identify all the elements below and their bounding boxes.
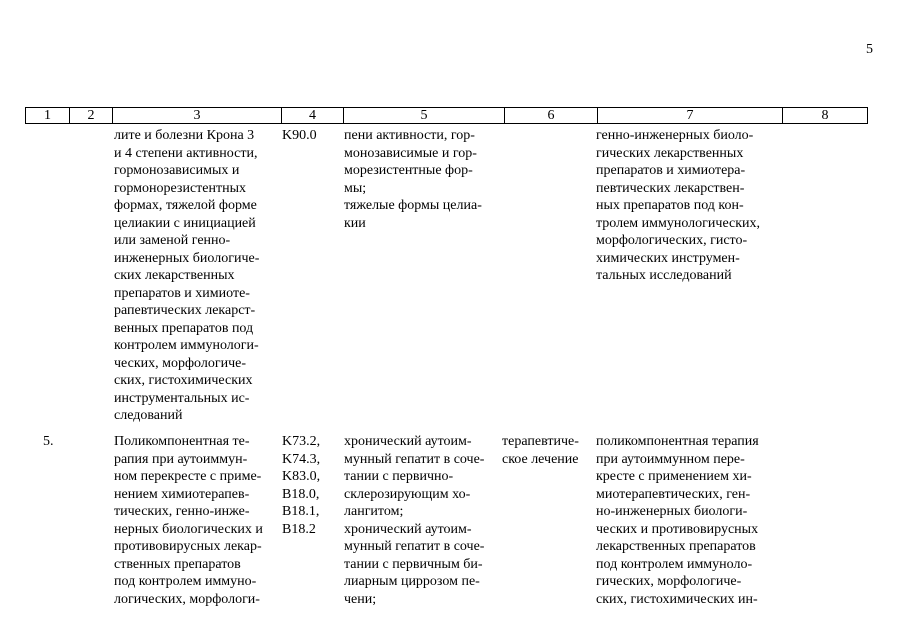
- page-number: 5: [866, 42, 873, 57]
- row-5-number: 5.: [43, 434, 54, 449]
- prev-row-method: генно-инженерных биоло- гических лекарственных препаратов и химиотера- певтических лекарствен- ных препаратов под кон- тролем иммунологических, морфологических, гисто- химических инструмен- тальных исследований: [596, 128, 761, 283]
- header-col-2: 2: [70, 108, 113, 123]
- row-5-model: хронический аутоим- мунный гепатит в соче- тании с первично- склерозирующим хо- лангитом; хронический аутоим- мунный гепатит в соче- тании с первичным би- лиарным циррозом пе- чени;: [344, 434, 485, 607]
- header-col-6: 6: [505, 108, 598, 123]
- row-5-treatment-type: терапевтиче- ское лечение: [502, 434, 579, 467]
- row-5-method: поликомпонентная терапия при аутоиммунном пере- кресте с применением хи- миотерапевтических, ген- но-инженерных биологи- ческих и противовирусных лекарственных препаратов под контролем иммуноло- гических, морфологиче- ских, гистохимических ин-: [596, 434, 759, 607]
- header-col-3: 3: [113, 108, 282, 123]
- header-col-5: 5: [344, 108, 505, 123]
- header-col-8: 8: [821, 108, 829, 123]
- header-col-4: 4: [282, 108, 344, 123]
- prev-row-description: лите и болезни Крона 3 и 4 степени активности, гормонозависимых и гормонорезистентных формах, тяжелой форме целиакии с инициацией или заменой генно- инженерных биологиче- ских лекарственных препаратов и химиоте- рапевтических лекарст- венных препаратов под контролем иммунологи- ческих, морфологиче- ских, гистохимических инструментальных ис- следований: [114, 128, 260, 423]
- header-col-7: 7: [598, 108, 783, 123]
- row-5-description: Поликомпонентная те- рапия при аутоиммун- ном перекресте с приме- нением химиотерапев- тических, генно-инже- нерных биологических и противовирусных лекар- ственных препаратов под контролем иммуно- логических, морфологи-: [114, 434, 263, 607]
- row-5-icd-codes: K73.2, K74.3, K83.0, B18.0, B18.1, B18.2: [282, 434, 321, 537]
- table-header-row: [25, 107, 868, 124]
- prev-row-model: пени активности, гор- монозависимые и гор- морезистентные фор- мы; тяжелые формы целиа- кии: [344, 128, 482, 231]
- header-col-1: 1: [26, 108, 70, 123]
- prev-row-icd-code: K90.0: [282, 128, 317, 143]
